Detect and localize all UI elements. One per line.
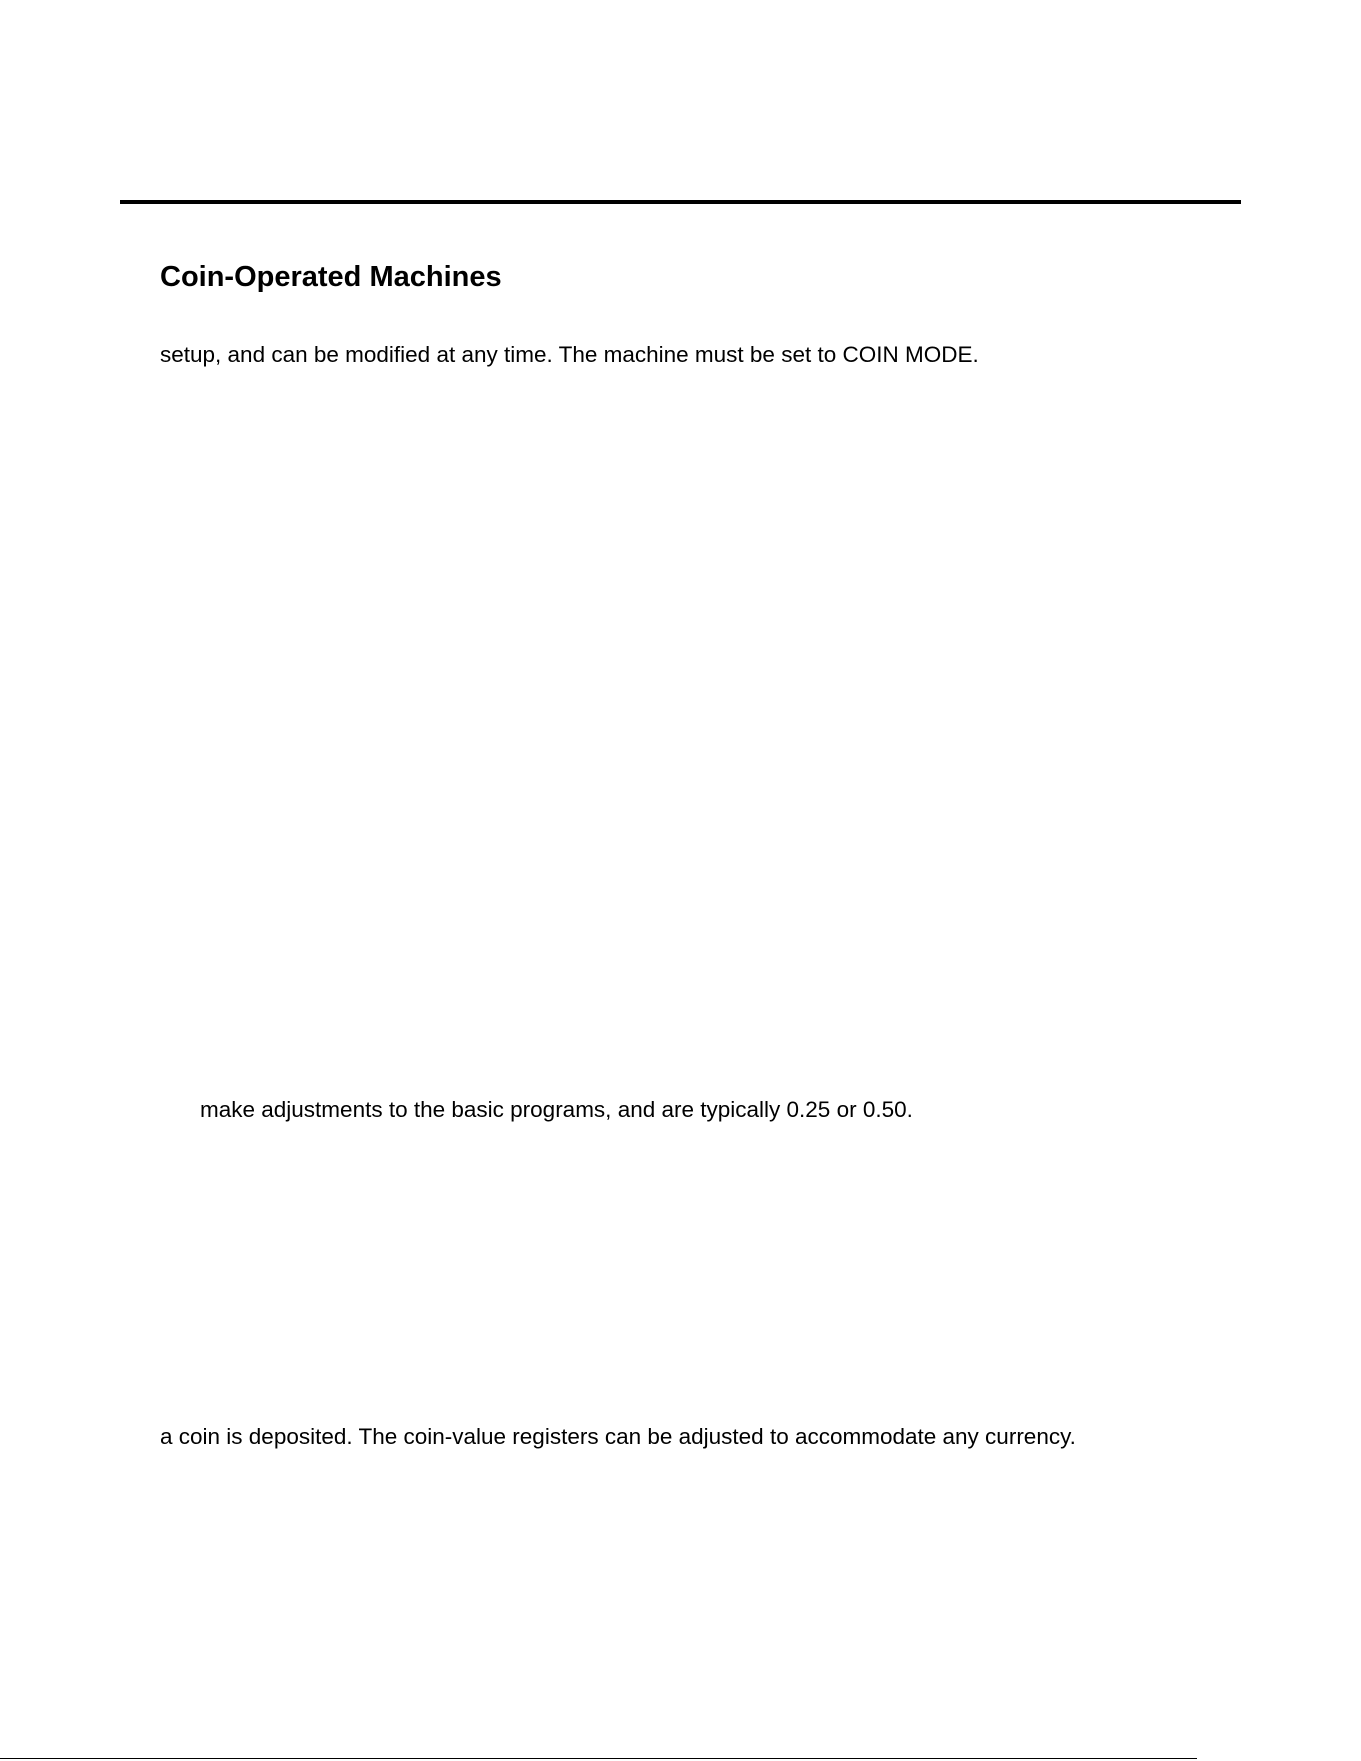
paragraph-adjustments: make adjustments to the basic programs, and are typically 0.25 or 0.50. — [200, 1097, 913, 1122]
paragraph-coin-mode: setup, and can be modified at any time. The machine must be set to COIN MODE. — [160, 342, 979, 367]
header-rule — [120, 200, 1241, 204]
paragraph-coin-value: a coin is deposited. The coin-value registers can be adjusted to accommodate any currency. — [160, 1424, 1076, 1449]
section-heading: Coin-Operated Machines — [160, 261, 502, 293]
footer-rule — [0, 1758, 1197, 1759]
